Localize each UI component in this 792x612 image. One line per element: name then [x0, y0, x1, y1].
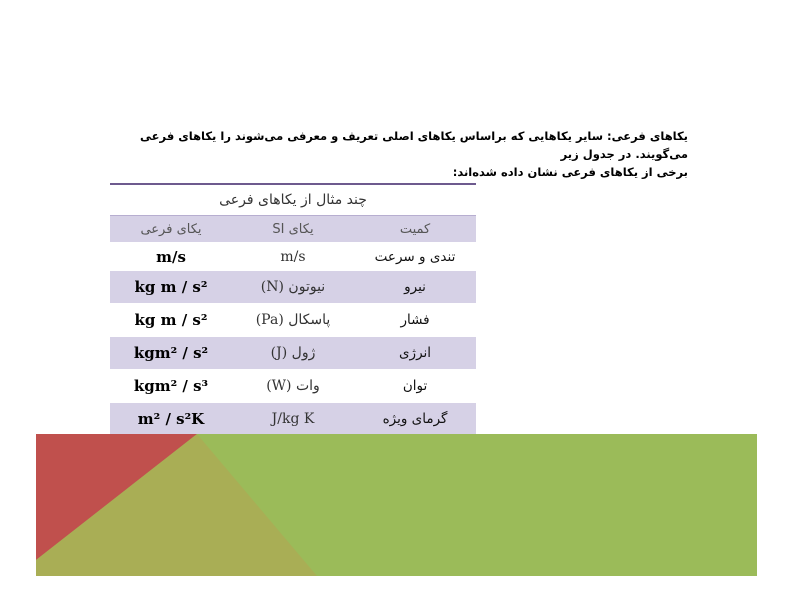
- table-header-row: [110, 216, 476, 243]
- derived-unit-cell: m/s: [110, 243, 232, 271]
- decorative-background-shapes: [36, 434, 757, 576]
- quantity-cell: نیرو: [354, 271, 476, 304]
- derived-unit-cell: kgm² / s³: [110, 370, 232, 403]
- quantity-cell: تندی و سرعت: [354, 243, 476, 271]
- si-unit-cell: J/kg K: [232, 403, 354, 437]
- table-row: [110, 304, 476, 337]
- table-title: چند مثال از یکاهای فرعی: [110, 184, 476, 216]
- table-row: [110, 370, 476, 403]
- table-row: [110, 271, 476, 304]
- derived-unit-cell: kgm² / s²: [110, 337, 232, 370]
- table-row: [110, 243, 476, 271]
- derived-unit-cell: kg m / s²: [110, 271, 232, 304]
- intro-paragraph: [110, 127, 688, 181]
- intro-line-1: یکاهای فرعی: سایر یکاهایی که براساس یکاهای اصلی تعریف و معرفی می‌شوند را یکاهای فرعی می‌گویند. در جدول زیر: [140, 129, 688, 161]
- si-unit-cell: وات (W): [232, 370, 354, 403]
- derived-units-table: [110, 183, 476, 437]
- table-row: [110, 403, 476, 437]
- si-unit-cell: m/s: [232, 243, 354, 271]
- derived-unit-cell: kg m / s²: [110, 304, 232, 337]
- quantity-cell: انرژی: [354, 337, 476, 370]
- quantity-cell: گرمای ویژه: [354, 403, 476, 437]
- quantity-cell: توان: [354, 370, 476, 403]
- header-si-unit: یکای SI: [232, 216, 354, 243]
- si-unit-cell: پاسکال (Pa): [232, 304, 354, 337]
- si-unit-cell: ژول (J): [232, 337, 354, 370]
- si-unit-cell: نیوتون (N): [232, 271, 354, 304]
- header-quantity: کمیت: [354, 216, 476, 243]
- derived-unit-cell: m² / s²K: [110, 403, 232, 437]
- quantity-cell: فشار: [354, 304, 476, 337]
- header-derived-unit: یکای فرعی: [110, 216, 232, 243]
- table-row: [110, 337, 476, 370]
- intro-line-2: برخی از یکاهای فرعی نشان داده شده‌اند:: [452, 165, 688, 179]
